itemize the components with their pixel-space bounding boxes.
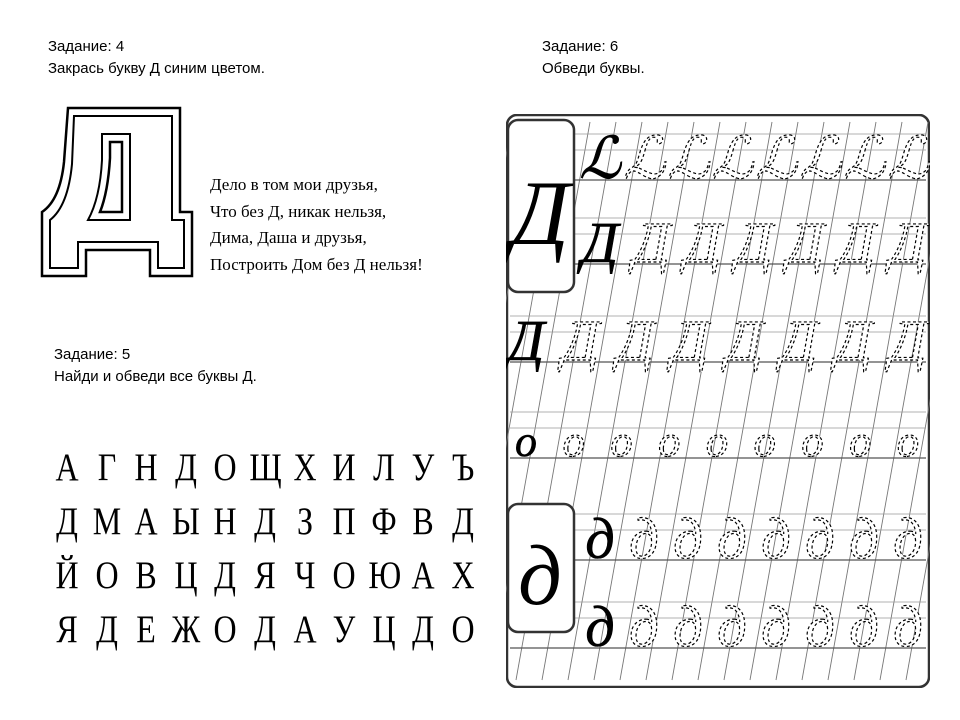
trace-letter[interactable]: Д [889,210,927,275]
trace-letter[interactable]: Д [780,308,818,373]
letter-grid-cell[interactable]: У [412,445,435,489]
letter-grid-cell[interactable]: В [135,553,157,597]
letter-grid-cell[interactable]: Д [174,445,197,489]
trace-letter[interactable]: о [515,417,537,466]
letter-grid-cell[interactable]: Й [55,553,79,597]
task4-label: Задание: 4 [48,38,125,55]
letter-grid-cell[interactable]: Ж [171,607,201,651]
trace-letter[interactable]: Д [684,210,722,275]
task6-label: Задание: 6 [542,38,619,55]
letter-grid-row [48,548,482,602]
letter-grid-cell[interactable]: О [332,553,356,597]
letter-grid-cell[interactable]: О [213,445,237,489]
letter-grid-cell[interactable]: Ц [372,607,396,651]
trace-letter[interactable]: д [805,506,835,571]
trace-letter[interactable]: д [849,594,879,659]
letter-grid-cell[interactable]: А [55,445,79,489]
trace-letter[interactable]: д [849,506,879,571]
trace-letter[interactable]: ℒ [667,126,709,191]
trace-letter[interactable]: ℒ [755,126,797,191]
trace-letter[interactable]: д [585,594,615,659]
poem-line: Построить Дом без Д нельзя! [210,254,423,274]
trace-letter[interactable]: д [717,594,747,659]
task4-instruction: Закрась букву Д синим цветом. [48,60,265,77]
letter-grid-cell[interactable]: М [92,499,121,543]
letter-grid-cell[interactable]: В [412,499,435,543]
task4-poem [210,172,423,278]
trace-letter[interactable]: д [629,506,659,571]
letter-grid-cell[interactable]: Х [451,553,475,597]
trace-letter[interactable]: Д [616,308,654,373]
big-letter-de-outline[interactable] [30,102,200,282]
letter-grid-cell[interactable]: Ц [174,553,198,597]
trace-letter[interactable]: Д [671,308,709,373]
letter-grid-cell[interactable]: Г [97,445,116,489]
letter-grid-cell[interactable]: Ч [294,553,315,597]
letter-grid-cell[interactable]: У [332,607,356,651]
poem-line: Дело в том мои друзья, [210,175,378,194]
letter-grid-cell[interactable]: Д [412,607,435,651]
task5-instruction: Найди и обведи все буквы Д. [54,368,257,385]
letter-grid-cell[interactable]: Ы [171,499,200,543]
letter-grid-cell[interactable]: П [332,499,356,543]
trace-letter[interactable]: д [761,594,791,659]
letter-grid-cell[interactable]: Ю [368,553,402,597]
letter-grid-cell[interactable]: О [213,607,237,651]
trace-letter[interactable]: д [673,594,703,659]
trace-letter[interactable]: ℒ [843,126,885,191]
trace-letter[interactable]: ℒ [887,126,929,191]
trace-letter[interactable]: о [849,417,872,466]
trace-letter[interactable]: ℒ [799,126,841,191]
letter-grid-row [48,602,482,656]
letter-grid-cell[interactable]: Х [293,445,317,489]
letter-grid-cell[interactable]: Я [254,553,276,597]
trace-letter[interactable]: Д [889,308,927,373]
trace-letter[interactable]: д [629,594,659,659]
letter-grid-cell[interactable]: О [451,607,475,651]
letter-grid-cell[interactable]: Е [136,607,156,651]
task5-label: Задание: 5 [54,346,131,363]
letter-grid-cell[interactable]: Н [134,445,158,489]
task4-header [48,36,265,80]
letter-grid-cell[interactable]: Н [213,499,237,543]
letter-grid-cell[interactable]: Ф [371,499,397,543]
trace-letter[interactable]: Д [507,308,545,373]
copybook-sheet [506,114,930,688]
letter-grid-cell[interactable]: Л [372,445,395,489]
task6-instruction: Обведи буквы. [542,60,645,77]
trace-letter[interactable]: д [673,506,703,571]
trace-letter[interactable]: д [805,594,835,659]
trace-letter[interactable]: о [706,417,728,466]
trace-letter[interactable]: о [658,417,681,466]
sample-letter-upper: Д [510,162,570,264]
trace-letter[interactable]: д [761,506,791,571]
trace-letter[interactable]: Д [725,308,763,373]
letter-grid-cell[interactable]: Д [254,607,276,651]
letter-grid-cell[interactable]: Ъ [451,445,475,489]
letter-grid-row [48,440,482,494]
trace-letter[interactable]: Д [581,210,619,275]
trace-letter[interactable]: ℒ [579,126,621,191]
letter-grid-row [48,494,482,548]
letter-grid-cell[interactable]: Д [95,607,118,651]
trace-letter[interactable]: Д [786,210,824,275]
trace-letter[interactable]: о [753,417,776,466]
poem-line: Дима, Даша и друзья, [210,228,367,247]
letter-grid [48,440,482,656]
trace-letter[interactable]: о [801,417,824,466]
task6-header [542,36,645,80]
trace-letter[interactable]: о [610,417,633,466]
task5-header [54,344,257,388]
trace-letter[interactable]: Д [632,210,670,275]
letter-grid-cell[interactable]: Щ [249,445,282,489]
trace-letter[interactable]: д [717,506,747,571]
trace-letter[interactable]: ℒ [711,126,753,191]
letter-grid-cell[interactable]: А [411,553,435,597]
trace-letter[interactable]: Д [838,210,876,275]
letter-grid-cell[interactable]: Д [214,553,237,597]
letter-grid-cell[interactable]: А [293,607,317,651]
letter-grid-cell[interactable]: Я [56,607,78,651]
trace-letter[interactable]: Д [834,308,872,373]
letter-grid-cell[interactable]: Д [254,499,276,543]
letter-grid-cell[interactable]: З [296,499,313,543]
letter-grid-cell[interactable]: А [134,499,158,543]
trace-letter[interactable]: д [585,506,615,571]
letter-grid-cell[interactable]: И [332,445,356,489]
trace-letter[interactable]: о [562,417,585,466]
trace-letter[interactable]: д [893,506,923,571]
trace-letter[interactable]: Д [562,308,600,373]
sample-letter-lower: д [518,527,562,623]
trace-letter[interactable]: ℒ [623,126,665,191]
trace-letter[interactable]: Д [735,210,773,275]
letter-grid-cell[interactable]: О [95,553,119,597]
trace-letter[interactable]: о [897,417,919,466]
poem-line: Что без Д, никак нельзя, [210,201,387,221]
letter-grid-cell[interactable]: Д [452,499,474,543]
trace-letter[interactable]: д [893,594,923,659]
letter-grid-cell[interactable]: Д [56,499,78,543]
